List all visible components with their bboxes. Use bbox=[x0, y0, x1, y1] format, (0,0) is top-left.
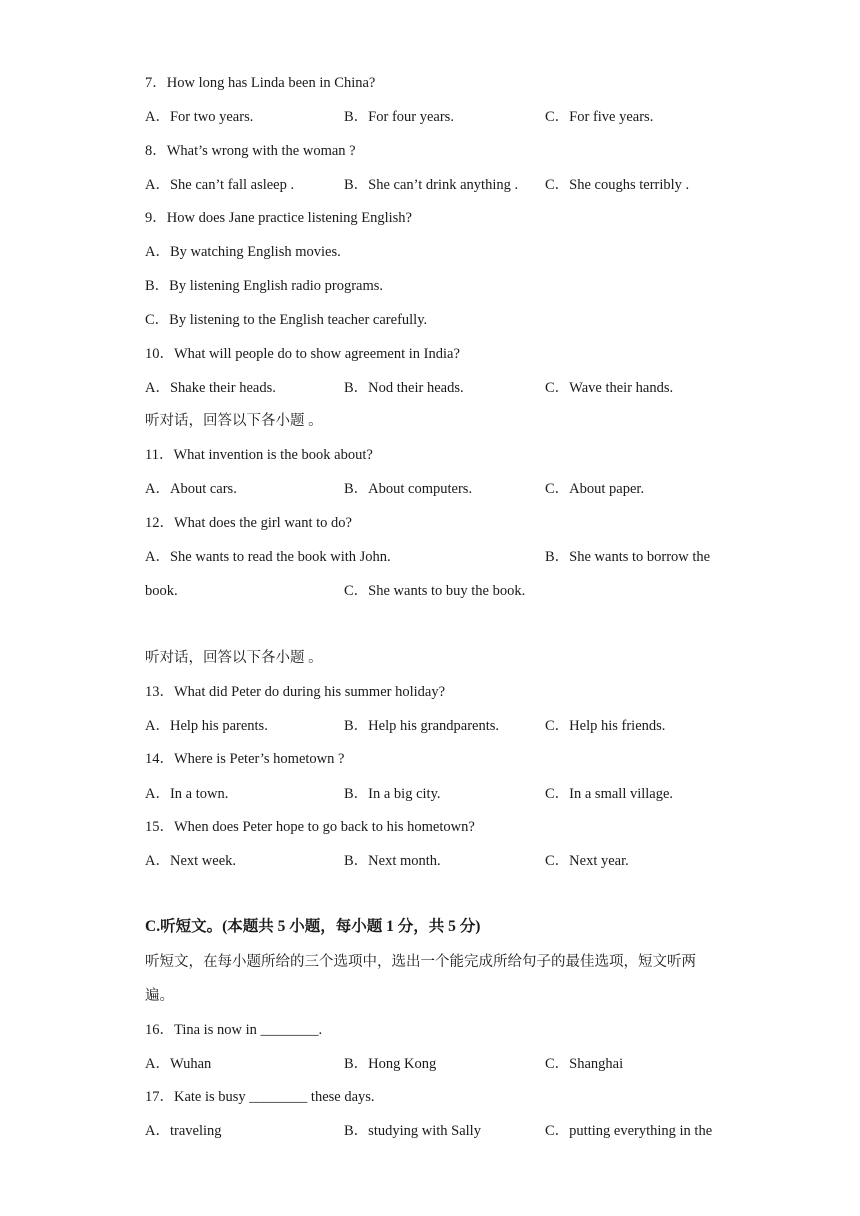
dialogue-instruction-1: 听对话，回答以下各小题 。 bbox=[145, 413, 323, 429]
question-17-option-c: C．putting everything in the bbox=[545, 1123, 713, 1139]
question-13-option-c: C．Help his friends. bbox=[545, 718, 666, 734]
question-11-option-a: A．About cars. bbox=[145, 481, 237, 497]
question-15-stem: 15．When does Peter hope to go back to his hometown? bbox=[145, 819, 475, 835]
question-14-option-b: B．In a big city. bbox=[344, 786, 441, 802]
question-16-stem: 16．Tina is now in ________. bbox=[145, 1022, 323, 1038]
question-12-option-a: A．She wants to read the book with John. bbox=[145, 549, 391, 565]
question-7-option-a: A．For two years. bbox=[145, 109, 254, 125]
question-9-option-c: C．By listening to the English teacher carefully. bbox=[145, 312, 428, 328]
question-12-stem: 12．What does the girl want to do? bbox=[145, 515, 352, 531]
question-17-option-b: B．studying with Sally bbox=[344, 1123, 481, 1139]
question-15-option-c: C．Next year. bbox=[545, 853, 629, 869]
question-16-option-a: A．Wuhan bbox=[145, 1056, 212, 1072]
question-9-option-a: A．By watching English movies. bbox=[145, 244, 341, 260]
section-c-heading: C.听短文。(本题共 5 小题，每小题 1 分，共 5 分) bbox=[145, 918, 481, 935]
section-c-instruction: 听短文，在每小题所给的三个选项中，选出一个能完成所给句子的最佳选项，短文听两 bbox=[145, 954, 696, 970]
question-7-option-b: B．For four years. bbox=[344, 109, 454, 125]
question-10-option-b: B．Nod their heads. bbox=[344, 380, 464, 396]
question-13-stem: 13．What did Peter do during his summer holiday? bbox=[145, 684, 446, 700]
question-11-option-c: C．About paper. bbox=[545, 481, 645, 497]
question-15-option-a: A．Next week. bbox=[145, 853, 237, 869]
question-17-stem: 17．Kate is busy ________ these days. bbox=[145, 1089, 375, 1105]
question-13-option-a: A．Help his parents. bbox=[145, 718, 268, 734]
dialogue-instruction-2: 听对话，回答以下各小题 。 bbox=[145, 650, 323, 666]
question-12-option-b: B．She wants to borrow the bbox=[545, 549, 711, 565]
question-10-option-c: C．Wave their hands. bbox=[545, 380, 674, 396]
question-13-option-b: B．Help his grandparents. bbox=[344, 718, 500, 734]
question-11-stem: 11．What invention is the book about? bbox=[145, 447, 373, 463]
question-14-stem: 14．Where is Peter’s hometown ? bbox=[145, 751, 345, 767]
section-c-instruction-continued: 遍。 bbox=[145, 988, 174, 1004]
question-10-option-a: A．Shake their heads. bbox=[145, 380, 276, 396]
question-14-option-c: C．In a small village. bbox=[545, 786, 674, 802]
question-15-option-b: B．Next month. bbox=[344, 853, 441, 869]
question-9-stem: 9．How does Jane practice listening English? bbox=[145, 210, 412, 226]
question-16-option-c: C．Shanghai bbox=[545, 1056, 624, 1072]
question-9-option-b: B．By listening English radio programs. bbox=[145, 278, 384, 294]
question-12-option-c: C．She wants to buy the book. bbox=[344, 583, 526, 599]
question-7-stem: 7．How long has Linda been in China? bbox=[145, 75, 376, 91]
question-14-option-a: A．In a town. bbox=[145, 786, 229, 802]
question-7-option-c: C．For five years. bbox=[545, 109, 654, 125]
question-8-stem: 8．What’s wrong with the woman ? bbox=[145, 143, 356, 159]
question-10-stem: 10．What will people do to show agreement in India? bbox=[145, 346, 460, 362]
question-8-option-b: B．She can’t drink anything . bbox=[344, 177, 519, 193]
question-8-option-c: C．She coughs terribly . bbox=[545, 177, 690, 193]
question-8-option-a: A．She can’t fall asleep . bbox=[145, 177, 295, 193]
question-11-option-b: B．About computers. bbox=[344, 481, 473, 497]
question-16-option-b: B．Hong Kong bbox=[344, 1056, 437, 1072]
question-17-option-a: A．traveling bbox=[145, 1123, 222, 1139]
question-12-option-b-continued: book. bbox=[145, 583, 178, 599]
